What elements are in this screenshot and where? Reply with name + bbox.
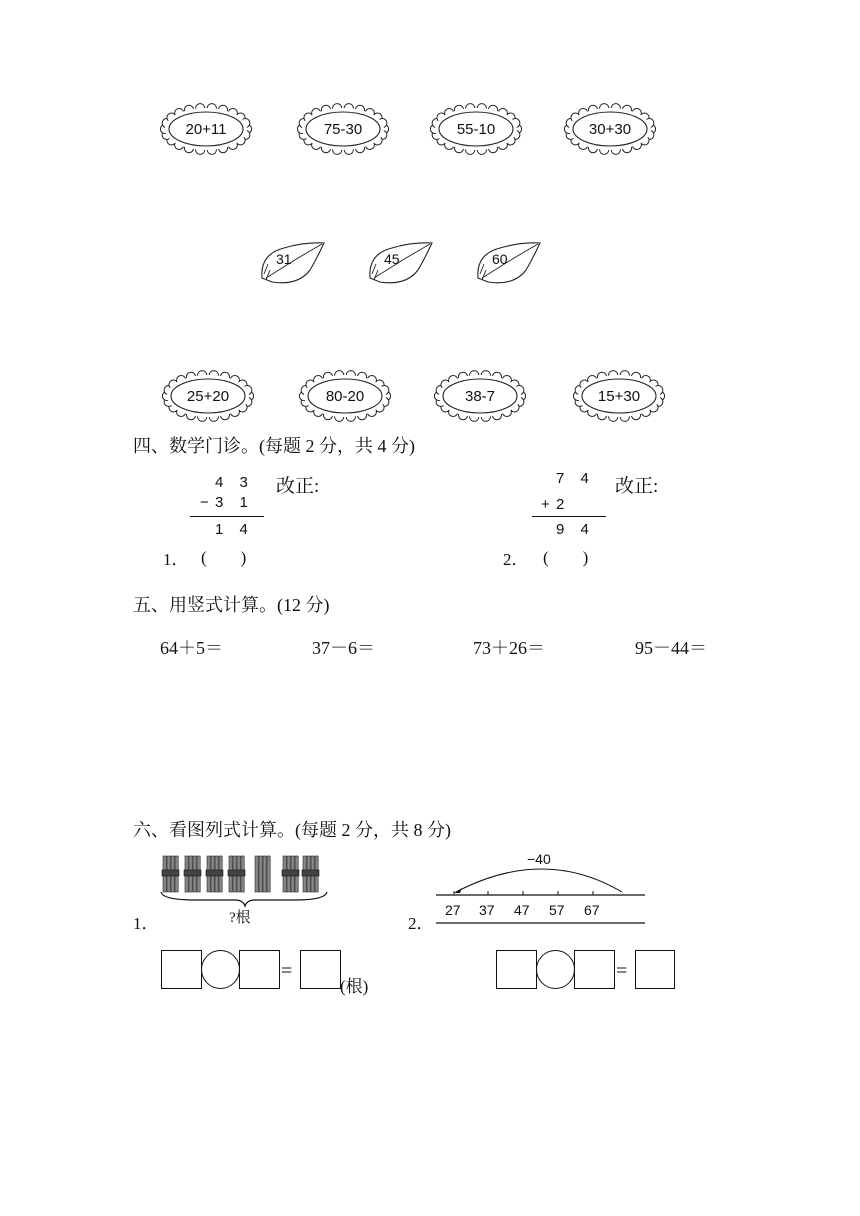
flower-bottom-1	[162, 370, 254, 422]
item-1-label: 1．	[133, 914, 159, 933]
flower-bottom-expression: 80-20	[325, 387, 365, 405]
arc-label: −40	[527, 851, 551, 867]
leaf-number: 45	[384, 251, 400, 267]
item-1-equals: =	[281, 960, 293, 982]
problem-2-second-number: 2	[556, 496, 571, 513]
problem-2-result: 9 4	[556, 521, 595, 538]
vertical-calc-1: 64＋5＝	[160, 638, 223, 658]
problem-2-top-number: 7 4	[556, 470, 595, 487]
item-1-box-1[interactable]	[161, 950, 202, 989]
flower-bottom-2	[299, 370, 391, 422]
tick-label: 47	[514, 902, 530, 918]
leaf-2	[366, 240, 436, 286]
leaf-3	[474, 240, 544, 286]
flower-bottom-expression: 38-7	[464, 387, 496, 405]
problem-1-operator: −	[200, 494, 215, 511]
item-2-box-2[interactable]	[574, 950, 615, 989]
item-2-equals: =	[616, 960, 628, 982]
flower-top-expression: 55-10	[456, 120, 496, 138]
flower-bottom-3	[434, 370, 526, 422]
section-4-heading: 四、数学门诊。(每题 2 分，共 4 分)	[133, 436, 415, 456]
problem-1-rule	[190, 516, 264, 517]
problem-1-correction-label: 改正:	[276, 476, 320, 497]
item-2-operator-circle[interactable]	[536, 950, 575, 989]
stick-bundles-image	[155, 852, 335, 912]
problem-1-label: 1．	[163, 550, 189, 569]
tick-label: 27	[445, 902, 461, 918]
item-1-unit: (根)	[340, 977, 369, 996]
item-2-answer-box[interactable]	[635, 950, 675, 989]
tick-label: 57	[549, 902, 565, 918]
leaf-number: 31	[276, 251, 292, 267]
flower-top-expression: 20+11	[185, 120, 227, 138]
leaf-number: 60	[492, 251, 508, 267]
flower-top-expression: 30+30	[588, 120, 632, 138]
item-2-label: 2．	[408, 914, 434, 933]
section-5-heading: 五、用竖式计算。(12 分)	[133, 595, 330, 615]
flower-top-expression: 75-30	[323, 120, 363, 138]
problem-1-answer-blank[interactable]: ( )	[201, 548, 247, 567]
item-1-box-2[interactable]	[239, 950, 280, 989]
flower-top-2	[297, 103, 389, 155]
problem-2-answer-blank[interactable]: ( )	[543, 548, 589, 567]
item-1-answer-box[interactable]	[300, 950, 341, 989]
section-6-heading: 六、看图列式计算。(每题 2 分，共 8 分)	[133, 820, 451, 840]
vertical-calc-3: 73＋26＝	[473, 638, 545, 658]
problem-1-top-number: 4 3	[215, 474, 254, 491]
problem-2-operator: +	[541, 496, 556, 513]
flower-bottom-4	[573, 370, 665, 422]
flower-bottom-expression: 25+20	[186, 387, 230, 405]
flower-bottom-expression: 15+30	[597, 387, 641, 405]
flower-top-4	[564, 103, 656, 155]
problem-2-correction-label: 改正:	[615, 476, 659, 497]
flower-top-3	[430, 103, 522, 155]
brace-label: ?根	[229, 910, 251, 926]
vertical-calc-4: 95－44＝	[635, 638, 707, 658]
leaf-1	[258, 240, 328, 286]
flower-top-1	[160, 103, 252, 155]
vertical-calc-2: 37－6＝	[312, 638, 375, 658]
problem-2-rule	[532, 516, 606, 517]
item-2-box-1[interactable]	[496, 950, 537, 989]
problem-2-label: 2．	[503, 550, 529, 569]
problem-1-second-number: 3 1	[215, 494, 254, 511]
tick-label: 67	[584, 902, 600, 918]
item-1-operator-circle[interactable]	[201, 950, 240, 989]
tick-label: 37	[479, 902, 495, 918]
problem-1-result: 1 4	[215, 521, 254, 538]
